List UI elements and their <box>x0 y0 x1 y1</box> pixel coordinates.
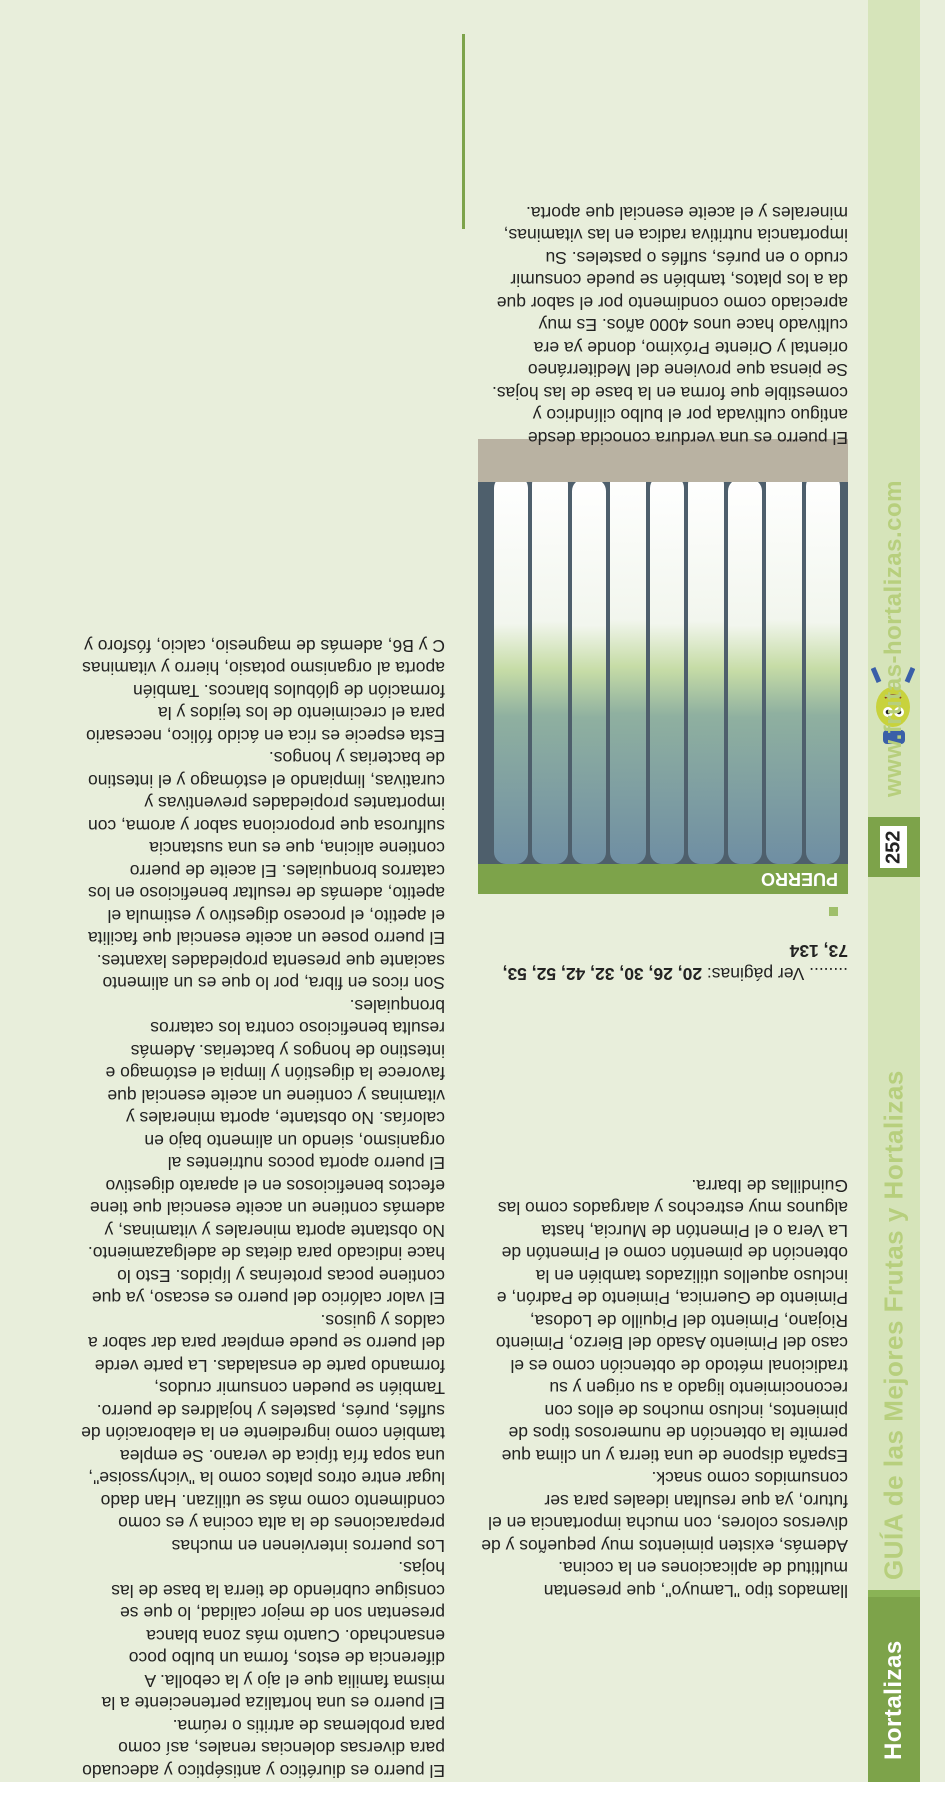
paragraph: Son ricos en fibra, por lo que es un alimento saciante que presenta propiedades laxantes. El puerro posee un aceite esencial que facilita el apetito, el proceso digestivo y estimula el apetito, además de resultar beneficioso en los catarros bronquiales. El aceite de puerro contiene alicina, que es una sustancia sulfurosa que proporciona sabor y aroma, con importantes propiedades preventivas y curativas, limpiando el estómago y el intestino de bacterias y hongos. <box>87 748 445 994</box>
top-margin <box>0 1782 945 1812</box>
section-label: Hortalizas <box>880 1640 907 1760</box>
paragraph: llamados tipo "Lamuyo", que presentan multitud de aplicaciones en la cocina. <box>543 1558 848 1601</box>
paragraph: El puerro aporta pocos nutrientes al organismo, siendo un alimento bajo en calorías. No obstante, aporta minerales y vitaminas y contiene un aceite esencial que favorece la digestión y limpia el estómago e intestino de hongos y bacterias. Además resulta beneficioso contra los catarros bronquiales. <box>105 996 445 1174</box>
see-pages-reference <box>478 940 848 985</box>
paragraph: Esta especie es rica en ácido fólico, necesario para el crecimiento de los tejidos y la formación de glóbulos blancos. También aporta al organismo potasio, hierro y vitaminas C y B6, además de magnesio, calcio, fósforo y <box>82 636 445 746</box>
page-number: 252 <box>881 826 908 867</box>
photo-caption: PUERRO <box>478 864 848 894</box>
paragraph: El puerro es una hortaliza perteneciente a la misma familia que el ajo y la cebolla. A diferencia de estos, forma un bulbo poco ensanchado. Cuanto más zona blanca presentan son de mejor calidad, lo que se consigue cubriendo de tierra la base de las hojas. <box>101 1558 445 1714</box>
paragraph: Los puerros intervienen en muchas preparaciones de la alta cocina y es como condimento como más se utilizan. Han dado lugar entre otros platos como la "vichyssoise", una sopa fría típica de verano. Se emplea también como ingrediente en la elaboración de suflés, purés, pasteles y hojaldres de puerro. También se pueden consumir crudos, formando parte de ensaladas. La parte verde del puerro se puede emplear para dar sabor a caldos y guisos. <box>81 1311 445 1556</box>
leeks-image <box>478 439 848 894</box>
pepper-text-column <box>478 1175 848 1603</box>
leek-photo <box>478 439 848 894</box>
see-pages-label: ........ Ver páginas: <box>706 964 848 984</box>
vertical-rule <box>462 34 465 229</box>
paragraph: El puerro es diurético y antiséptico y adecuado para diversas dolencias renales, así como para problemas de artritis o reúma. <box>82 1716 445 1781</box>
leek-text-column <box>80 635 445 1783</box>
bullet-marker <box>829 907 838 916</box>
paragraph: El valor calórico del puerro es escaso, ya que contiene pocas proteínas y lípidos. Esto lo hace indicado para dietas de adelgazamiento. No obstante aporta minerales y vitaminas, y además contiene un aceite esencial que tiene efectos beneficiosos en el aparato digestivo <box>87 1176 445 1309</box>
leek-intro-text <box>478 202 848 450</box>
paragraph: El puerro es una verdura conocida desde antiguo cultivada por el bulbo cilíndrico y comestible que forma en la base de las hojas. Se piensa que proviene del Mediterráneo oriental y Oriente Próximo, donde ya era cultivado hace unos 4000 años. Es muy apreciado como condimento por el sabor que da a los platos, también se puede consumir crudo o en purés, suflés o pasteles. Su importancia nutritiva radica en las vitaminas, minerales y el aceite esencial que aporta. <box>491 203 848 448</box>
section-divider <box>868 1590 920 1597</box>
paragraph: Además, existen pimientos muy pequeños y de diversos colores, con mucha importancia en el futuro, ya que resultan ideales para ser consumidos como snack. <box>481 1468 848 1556</box>
paragraph: España dispone de una tierra y un clima que permite la obtención de numerosos tipos de pimientos, incluso muchos de ellos con reconocimiento ligado a su origen y su tradicional método de obtención como es el caso del Pimiento Asado del Bierzo, Pimiento Riojano, Pimiento del Piquillo de Lodosa, Pimiento de Guernica, Pimiento de Padrón, e incluso aquellos utilizados también en la obtención de pimentón como el Pimentón de La Vera o el Pimentón de Murcia, hasta algunos muy estrechos y alargados como las Guindillas de Ibarra. <box>495 1176 848 1466</box>
website-url: www.frutas-hortalizas.com <box>880 480 907 797</box>
guide-title: GUÍA de las Mejores Frutas y Hortalizas <box>878 1070 909 1580</box>
see-pages-list: 20, 26, 30, 32, 42, 52, 53, 73, 134 <box>502 941 848 984</box>
page-number-badge <box>868 817 920 877</box>
